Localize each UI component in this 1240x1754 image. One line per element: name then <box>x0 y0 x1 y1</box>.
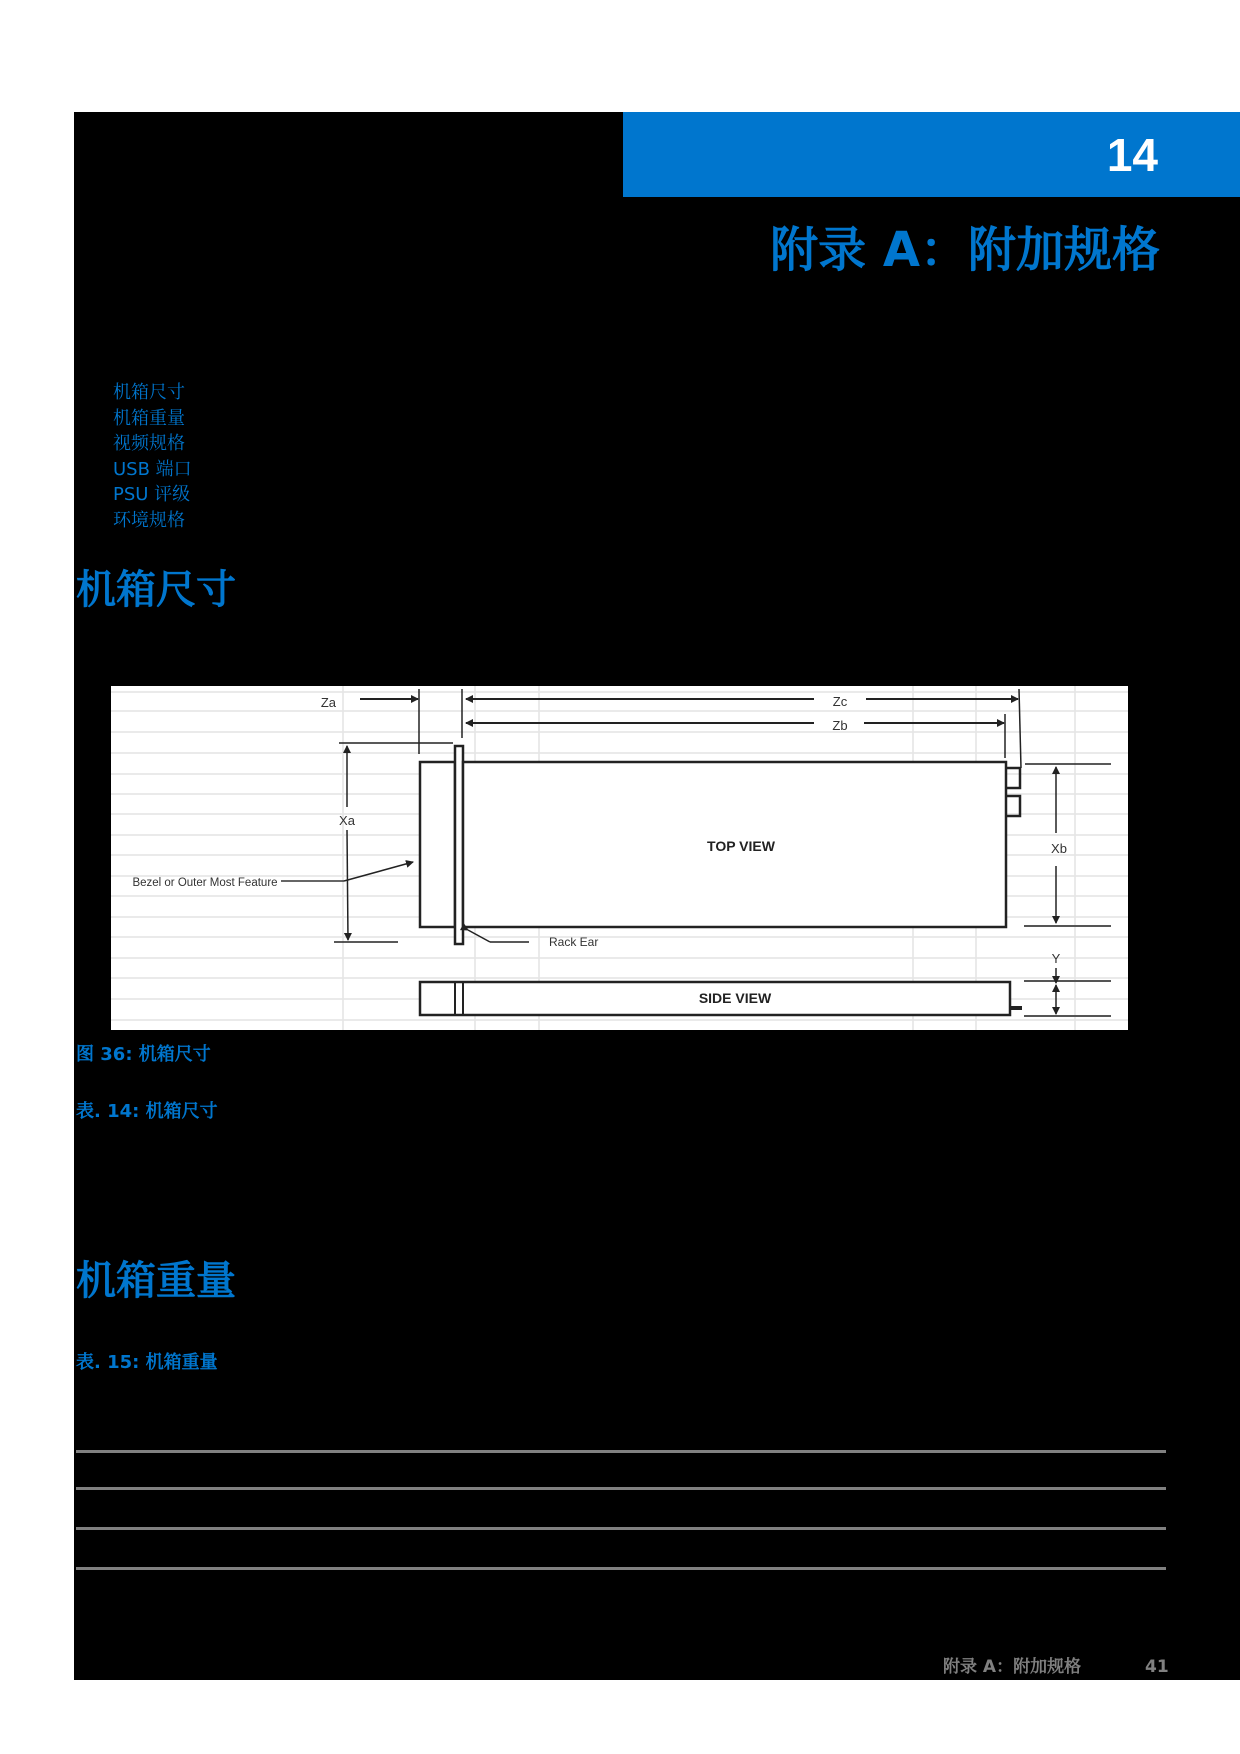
toc-link-psu-rating[interactable]: PSU 评级 <box>113 484 191 506</box>
label-top-view: TOP VIEW <box>707 838 775 854</box>
table-15-caption: 表. 15: 机箱重量 <box>76 1352 218 1373</box>
table-cell <box>621 1453 1167 1487</box>
table-cell <box>76 1530 621 1567</box>
chapter-number: 14 <box>1106 129 1158 181</box>
chapter-toc <box>113 380 192 534</box>
chapter-title: 附录 A：附加规格 <box>770 222 1160 278</box>
toc-link-environmental-specs[interactable]: 环境规格 <box>113 509 185 531</box>
table-14-caption: 表. 14: 机箱尺寸 <box>76 1101 218 1122</box>
bezel-shape <box>420 762 455 927</box>
toc-link-chassis-dimensions[interactable]: 机箱尺寸 <box>113 382 185 403</box>
table-row <box>76 1450 1166 1490</box>
table-cell <box>76 1490 621 1527</box>
toc-link-chassis-weight[interactable]: 机箱重量 <box>113 407 185 429</box>
label-y: Y <box>1051 951 1061 966</box>
section-heading-chassis-dimensions: 机箱尺寸 <box>76 567 236 613</box>
label-zb: Zb <box>832 718 848 733</box>
label-rack-ear: Rack Ear <box>549 935 599 949</box>
table-cell <box>621 1490 1167 1527</box>
table-row <box>76 1490 1166 1530</box>
table-cell <box>621 1530 1167 1567</box>
table-cell <box>76 1453 621 1487</box>
label-side-view: SIDE VIEW <box>698 990 772 1006</box>
chassis-dimensions-figure <box>111 686 1128 1030</box>
label-za: Za <box>320 695 336 710</box>
footer-page-number: 41 <box>1145 1657 1169 1677</box>
label-xb: Xb <box>1051 841 1067 856</box>
chapter-number-bar <box>623 112 1240 197</box>
toc-link-video-specs[interactable]: 视频规格 <box>113 433 185 455</box>
toc-link-usb-ports[interactable]: USB 端口 <box>113 458 192 480</box>
label-bezel: Bezel or Outer Most Feature <box>132 877 278 889</box>
chassis-weight-table <box>76 1450 1166 1570</box>
label-zc: Zc <box>832 694 848 709</box>
figure-caption: 图 36: 机箱尺寸 <box>76 1044 211 1065</box>
footer-chapter-title: 附录 A：附加规格 <box>943 1657 1082 1677</box>
table-row <box>76 1530 1166 1570</box>
label-xa: Xa <box>339 813 355 828</box>
section-heading-chassis-weight: 机箱重量 <box>76 1258 236 1304</box>
